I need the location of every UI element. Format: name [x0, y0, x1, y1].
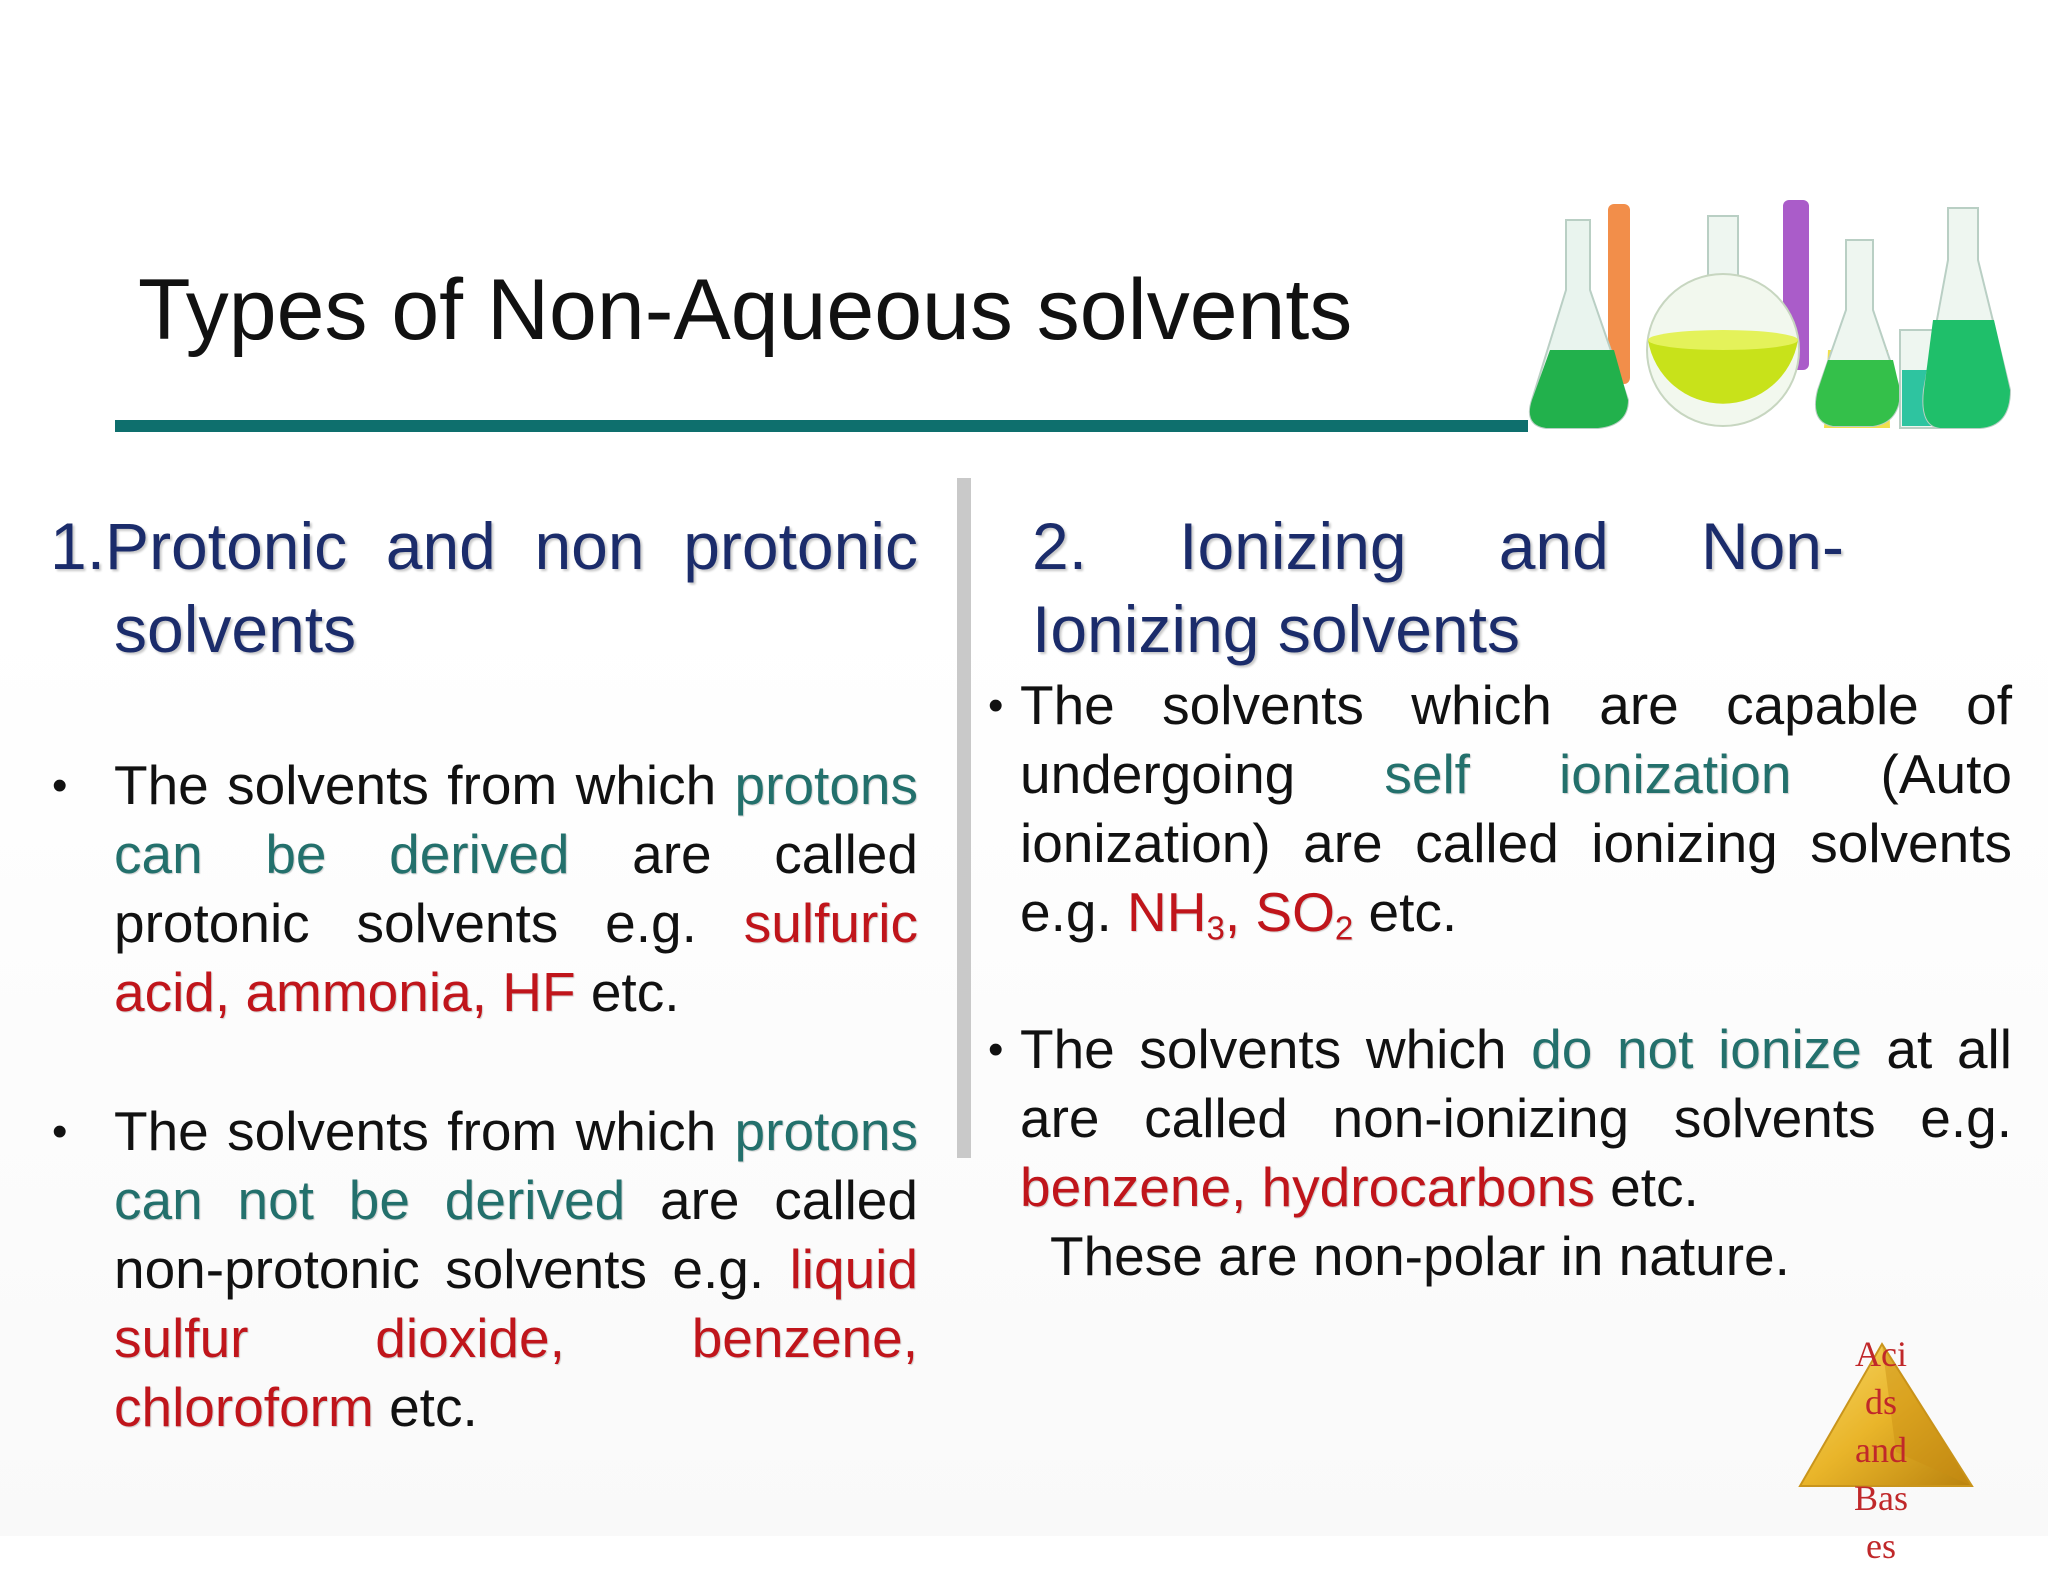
acids-and-bases-logo — [1800, 1330, 1992, 1566]
subscript: 3 — [1206, 909, 1225, 947]
right-heading: 2. Ionizing and Non-Ionizing solvents — [1032, 509, 1844, 666]
left-heading-number: 1. — [50, 509, 106, 583]
subscript: 2 — [1334, 909, 1354, 947]
red-examples — [1127, 881, 1354, 947]
left-heading-text: Protonic and non protonic solvents — [105, 509, 918, 666]
text-run: at all are called non-ionizing solvents e.g. — [1020, 1018, 2012, 1149]
teal-emphasis: protons can not be derived — [114, 1100, 918, 1231]
text-run: (Auto ionization) are called ionizing solvents e.g. — [1020, 743, 2012, 943]
bullet-dot: • — [988, 681, 1004, 730]
left-column — [50, 505, 918, 1442]
text-run: etc. — [575, 961, 680, 1023]
red-examples: sulfuric acid, ammonia, HF — [114, 892, 918, 1023]
logo-text: Aci ds and Bas es — [1854, 1334, 1908, 1566]
red-examples: benzene, hydrocarbons — [1020, 1156, 1595, 1218]
bullet-dot: • — [52, 1107, 68, 1156]
red-examples: liquid sulfur dioxide, benzene, chloroform — [114, 1238, 918, 1438]
slide-title: Types of Non-Aqueous solvents — [138, 262, 1353, 358]
bullet-dot: • — [52, 761, 68, 810]
text-run: The solvents which are capable of undergoing — [1020, 674, 2012, 805]
left-bullet-2 — [50, 1097, 918, 1442]
text-run: The solvents from which — [114, 754, 735, 816]
text-run: are called non-protonic solvents e.g. — [114, 1169, 918, 1300]
bullet-dot: • — [988, 1025, 1004, 1074]
left-bullet-1 — [50, 751, 918, 1027]
text-run: etc. — [1353, 881, 1458, 943]
column-divider — [957, 478, 971, 1158]
right-column — [980, 505, 2012, 1291]
teal-emphasis: do not ionize — [1531, 1018, 1862, 1080]
non-polar-note: These are non-polar in nature. — [1050, 1225, 1790, 1287]
right-bullet-1 — [980, 671, 2012, 947]
teal-emphasis: self ionization — [1384, 743, 1792, 805]
lab-flasks-image — [1528, 200, 2012, 432]
teal-emphasis: protons can be derived — [114, 754, 918, 885]
right-bullet-2 — [980, 1015, 2012, 1222]
text-run: , SO — [1224, 881, 1335, 943]
text-run: The solvents from which — [114, 1100, 735, 1162]
text-run: NH — [1127, 881, 1207, 943]
left-heading — [50, 505, 918, 671]
text-run: The solvents which — [1020, 1018, 1532, 1080]
text-run: etc. — [373, 1376, 478, 1438]
text-run: are called protonic solvents e.g. — [114, 823, 918, 954]
text-run: etc. — [1594, 1156, 1699, 1218]
